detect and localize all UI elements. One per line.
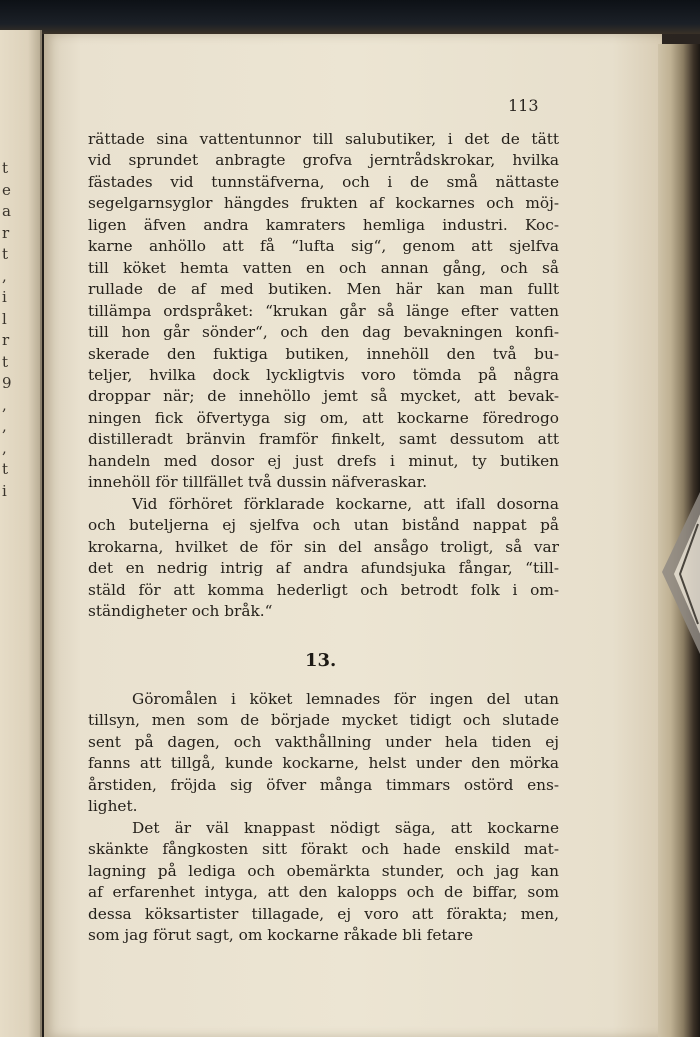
text-line: Göromålen i köket lemnades för ingen del utan (132, 690, 559, 708)
text-line: rullade de af med butiken. Men här kan man fullt (88, 280, 559, 299)
previous-page-fragment: t (2, 159, 9, 177)
text-line: till hon går sönder“, och den dag bevakningen konfi- (88, 323, 559, 342)
page-clip-icon (640, 484, 700, 664)
text-line: fästades vid tunnstäfverna, och i de små nättaste (88, 172, 559, 191)
text-line: och buteljerna ej sjelfva och utan bistånd nappat på (88, 516, 559, 535)
previous-page-fragment: i (2, 481, 7, 500)
previous-page-fragment: t (2, 352, 9, 371)
paragraph-4 (88, 818, 559, 947)
text-line: Det är väl knappast nödigt säga, att kockarne (132, 818, 559, 837)
text-block-upper (88, 129, 559, 622)
text-line: teljer, hvilka dock lyckligtvis voro tömda på några (88, 365, 559, 384)
previous-page-fragment: 9 (2, 374, 12, 392)
text-line: handeln med dosor ej just drefs i minut, ty butiken (88, 451, 559, 470)
text-line: till köket hemta vatten en och annan gång, och så (88, 258, 559, 277)
paragraph-3 (88, 689, 559, 818)
text-line: rättade sina vattentunnor till salubutiker, i det de tätt (88, 130, 559, 148)
paragraph-2 (88, 494, 559, 623)
text-line: dessa köksartister tillagade, ej voro att förakta; men, (88, 904, 559, 923)
text-line: lighet. (88, 797, 138, 816)
previous-page-fragment: , (2, 266, 7, 285)
previous-page-text-fragments (2, 158, 22, 502)
previous-page-fragment: , (2, 438, 7, 457)
text-line: tillämpa ordspråket: “krukan går så länge efter vatten (88, 301, 559, 320)
previous-page-fragment: l (2, 309, 7, 328)
previous-page-edge (0, 30, 42, 1037)
previous-page-fragment: , (2, 395, 7, 414)
text-line: innehöll för tillfället två dussin näfveraskar. (88, 473, 428, 492)
previous-page-fragment: e (2, 180, 11, 199)
previous-page-fragment: i (2, 288, 7, 306)
previous-page-fragment: t (2, 245, 9, 263)
text-line: tillsyn, men som de började mycket tidigt och slutade (88, 711, 559, 730)
previous-page-fragment: r (2, 223, 10, 242)
text-line: stäld för att komma hederligt och betrodt folk i om- (88, 580, 559, 599)
text-line: droppar när; de innehöllo jemt så mycket, att bevak- (88, 387, 559, 406)
text-line: segelgarnsyglor hängdes frukten af kockarnes och möj- (88, 194, 559, 213)
previous-page-fragment: , (2, 417, 7, 435)
page-number: 113 (508, 96, 539, 115)
text-line: vid sprundet anbragte grofva jerntrådskrokar, hvilka (88, 151, 559, 170)
text-line: ligen äfven andra kamraters hemliga industri. Koc- (88, 215, 559, 234)
text-line: karne anhöllo att få “lufta sig“, genom att sjelfva (88, 237, 559, 256)
text-line: Vid förhöret förklarade kockarne, att ifall dosorna (132, 494, 559, 513)
text-line: distilleradt bränvin framför finkelt, samt dessutom att (88, 430, 559, 449)
text-line: krokarna, hvilket de för sin del ansågo troligt, så var (88, 537, 559, 556)
previous-page-fragment: t (2, 460, 9, 478)
previous-page-fragment: a (2, 202, 11, 220)
text-line: skänkte fångkosten sitt förakt och hade enskild mat- (88, 840, 559, 859)
text-line: årstiden, fröjda sig öfver många timmars ostörd ens- (88, 775, 559, 794)
text-line: som jag förut sagt, om kockarne råkade bli fetare (88, 925, 474, 944)
section-number: 13. (305, 650, 337, 671)
text-line: af erfarenhet intyga, att den kalopps och de biffar, som (88, 883, 559, 902)
previous-page-fragment: r (2, 331, 10, 349)
text-line: skerade den fuktiga butiken, innehöll den två bu- (88, 344, 559, 363)
book-cover-edge (0, 0, 700, 34)
paragraph-1 (88, 129, 559, 494)
text-line: ningen fick öfvertyga sig om, att kockarne föredrogo (88, 408, 559, 427)
text-line: det en nedrig intrig af andra afundsjuka fångar, “till- (88, 559, 559, 578)
text-line: sent på dagen, och vakthållning under hela tiden ej (88, 732, 559, 751)
text-line: ständigheter och bråk.“ (88, 601, 273, 620)
text-line: fanns att tillgå, kunde kockarne, helst under den mörka (88, 754, 559, 773)
text-line: lagning på lediga och obemärkta stunder, och jag kan (88, 861, 559, 880)
text-block-lower (88, 689, 559, 946)
